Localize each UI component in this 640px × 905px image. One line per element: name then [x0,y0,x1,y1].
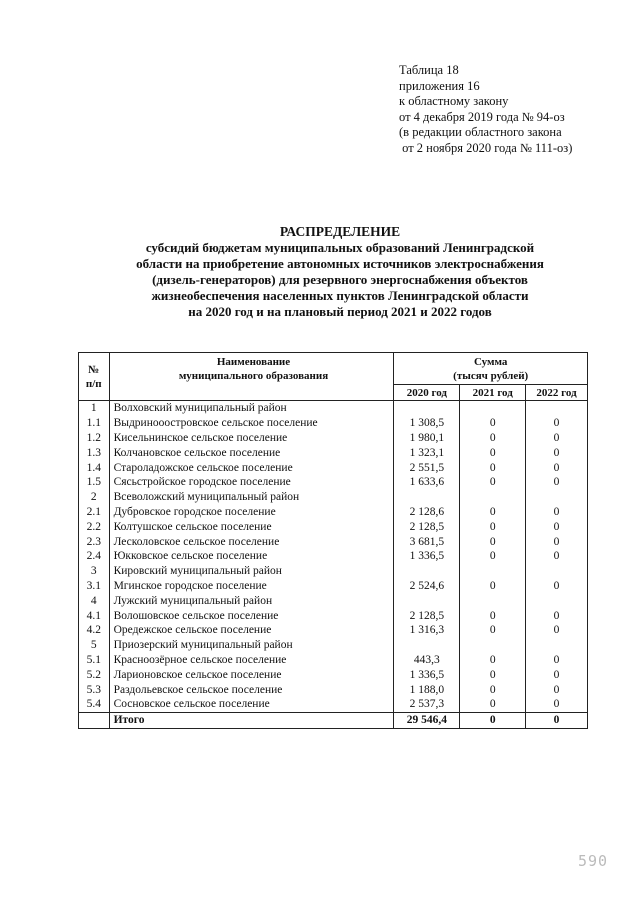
row-value-2020-cell: 1 336,5 [394,667,460,682]
total-number-cell [79,712,110,728]
row-value-2020-cell: 2 524,6 [394,579,460,594]
row-number-cell: 5.1 [79,653,110,668]
row-value-2020-cell [394,564,460,579]
row-number-cell: 4.1 [79,608,110,623]
table-row [79,401,588,416]
table-row [79,608,588,623]
table-row [79,534,588,549]
row-value-2020-cell: 2 128,5 [394,608,460,623]
row-name-cell: Волошовское сельское поселение [109,608,394,623]
row-value-2020-cell: 3 681,5 [394,534,460,549]
row-value-2021-cell [460,593,526,608]
row-number-cell: 2 [79,490,110,505]
table-header [79,353,588,401]
column-header-year-2022: 2022 год [526,385,588,401]
table-row [79,490,588,505]
row-value-2021-cell [460,564,526,579]
header-note-line: приложения 16 [399,78,480,93]
row-number-cell: 1.3 [79,445,110,460]
row-value-2022-cell: 0 [553,550,560,563]
row-value-2022-cell: 0 [553,668,560,681]
table-row [79,593,588,608]
column-header-name-line: муниципального образования [178,370,329,382]
row-value-2021-cell [460,401,526,416]
row-number-cell: 2.1 [79,505,110,520]
row-value-2022-cell: 0 [553,476,560,489]
row-number-cell: 2.2 [79,519,110,534]
row-value-2020-cell: 1 308,5 [394,416,460,431]
row-name-cell: Оредежское сельское поселение [109,623,394,638]
header-note-line: (в редакции областного закона [399,125,562,140]
table-row [79,564,588,579]
header-note-line: от 4 декабря 2019 года № 94-оз [399,109,565,124]
row-value-2021-cell: 0 [460,608,526,623]
column-header-number-line: № [88,363,100,376]
row-name-cell: Сясьстройское городское поселение [109,475,394,490]
row-name-cell: Приозерский муниципальный район [109,638,394,653]
row-value-2020-cell [394,638,460,653]
column-header-year-2020: 2020 год [394,385,460,401]
row-value-2020-cell: 1 336,5 [394,549,460,564]
row-value-2022-cell: 0 [553,683,560,696]
row-number-cell: 1.2 [79,431,110,446]
row-name-cell: Кировский муниципальный район [109,564,394,579]
row-name-cell: Колчановское сельское поселение [109,445,394,460]
row-name-cell: Волховский муниципальный район [109,401,394,416]
row-value-2021-cell: 0 [460,623,526,638]
row-number-cell: 1.5 [79,475,110,490]
row-number-cell: 1.1 [79,416,110,431]
row-value-2020-cell: 1 633,6 [394,475,460,490]
title-line: субсидий бюджетам муниципальных образований Ленинградской [145,240,535,255]
row-value-2020-cell: 2 537,3 [394,697,460,712]
table-row [79,623,588,638]
row-value-2020-cell [394,593,460,608]
row-number-cell: 2.4 [79,549,110,564]
row-value-2022-cell: 0 [553,520,560,533]
row-value-2021-cell: 0 [460,460,526,475]
row-value-2021-cell: 0 [460,579,526,594]
table-row [79,682,588,697]
row-name-cell: Выдринооостровское сельское поселение [109,416,394,431]
title-line: области на приобретение автономных источников электроснабжения [136,256,544,271]
row-number-cell: 5.3 [79,682,110,697]
row-value-2022-cell: 0 [553,609,560,622]
column-header-sum-line: Сумма [473,356,508,368]
row-value-2021-cell: 0 [460,416,526,431]
row-value-2022-cell: 0 [553,535,560,548]
row-number-cell: 5.4 [79,697,110,712]
row-value-2021-cell: 0 [460,682,526,697]
total-value-2020-cell: 29 546,4 [394,712,460,728]
row-value-2020-cell: 2 128,5 [394,519,460,534]
table-row [79,445,588,460]
column-header-year-2021: 2021 год [460,385,526,401]
column-header-number [79,353,110,401]
row-value-2021-cell: 0 [460,653,526,668]
row-value-2021-cell: 0 [460,667,526,682]
row-value-2021-cell: 0 [460,534,526,549]
table-row [79,505,588,520]
row-value-2021-cell [460,638,526,653]
row-number-cell: 2.3 [79,534,110,549]
row-value-2022-cell [526,564,588,579]
row-number-cell: 4.2 [79,623,110,638]
table-row [79,519,588,534]
row-name-cell: Ларионовское сельское поселение [109,667,394,682]
row-name-cell: Раздольевское сельское поселение [109,682,394,697]
title-line: на 2020 год и на плановый период 2021 и 2022 годов [188,304,492,319]
row-name-cell: Кисельнинское сельское поселение [109,431,394,446]
table-total-row [79,712,588,728]
row-value-2022-cell: 0 [553,431,560,444]
row-value-2020-cell: 1 323,1 [394,445,460,460]
row-value-2020-cell: 1 980,1 [394,431,460,446]
row-value-2021-cell: 0 [460,445,526,460]
row-name-cell: Сосновское сельское поселение [109,697,394,712]
table-body [79,401,588,729]
table-row [79,549,588,564]
row-number-cell: 5.2 [79,667,110,682]
page-number: 590 [578,852,609,870]
row-value-2022-cell: 0 [553,579,560,592]
total-value-2021-cell: 0 [460,712,526,728]
row-value-2021-cell: 0 [460,475,526,490]
title-line: жизнеобеспечения населенных пунктов Ленинградской области [151,288,529,303]
row-number-cell: 1 [79,401,110,416]
row-value-2022-cell: 0 [553,417,560,430]
title-line: (дизель-генераторов) для резервного энергоснабжения объектов [152,272,528,287]
row-value-2020-cell: 1 316,3 [394,623,460,638]
row-value-2020-cell: 2 128,6 [394,505,460,520]
row-value-2022-cell [526,593,588,608]
row-name-cell: Колтушское сельское поселение [109,519,394,534]
row-value-2020-cell: 2 551,5 [394,460,460,475]
row-value-2021-cell: 0 [460,549,526,564]
row-value-2022-cell [526,638,588,653]
row-name-cell: Красноозёрное сельское поселение [109,653,394,668]
row-value-2022-cell [526,490,588,505]
row-value-2021-cell: 0 [460,431,526,446]
document-header-note [399,63,572,157]
header-note-line: Таблица 18 [399,63,459,77]
header-note-line: от 2 ноября 2020 года № 111-оз) [399,140,573,155]
total-value-2022-cell: 0 [526,712,588,728]
row-name-cell: Староладожское сельское поселение [109,460,394,475]
header-note-line: к областному закону [399,94,509,109]
table-row [79,579,588,594]
row-value-2022-cell: 0 [553,698,560,711]
row-name-cell: Лесколовское сельское поселение [109,534,394,549]
table-row [79,431,588,446]
row-name-cell: Юкковское сельское поселение [109,549,394,564]
total-label-cell: Итого [109,712,394,728]
row-name-cell: Мгинское городское поселение [109,579,394,594]
table-row [79,653,588,668]
row-number-cell: 1.4 [79,460,110,475]
column-header-name-line: Наименование [216,356,291,368]
table-row [79,475,588,490]
row-value-2022-cell: 0 [553,653,560,666]
row-value-2021-cell: 0 [460,519,526,534]
table-row [79,667,588,682]
row-number-cell: 3.1 [79,579,110,594]
row-name-cell: Дубровское городское поселение [109,505,394,520]
column-header-sum [394,353,588,385]
table-row [79,638,588,653]
column-header-name [109,353,394,401]
row-value-2020-cell [394,401,460,416]
row-value-2022-cell: 0 [553,461,560,474]
row-value-2020-cell [394,490,460,505]
row-value-2020-cell: 443,3 [394,653,460,668]
table-row [79,460,588,475]
document-title [60,224,620,320]
row-name-cell: Всеволожский муниципальный район [109,490,394,505]
column-header-sum-line: (тысяч рублей) [453,370,529,382]
distribution-table [78,352,588,729]
row-value-2020-cell: 1 188,0 [394,682,460,697]
row-value-2022-cell: 0 [553,446,560,459]
table-row [79,697,588,712]
row-value-2022-cell: 0 [553,624,560,637]
row-value-2021-cell [460,490,526,505]
row-value-2022-cell: 0 [553,505,560,518]
column-header-number-line: п/п [85,377,102,390]
row-number-cell: 3 [79,564,110,579]
table-row [79,416,588,431]
row-value-2021-cell: 0 [460,505,526,520]
row-number-cell: 4 [79,593,110,608]
row-name-cell: Лужский муниципальный район [109,593,394,608]
row-value-2022-cell [526,401,588,416]
row-number-cell: 5 [79,638,110,653]
row-value-2021-cell: 0 [460,697,526,712]
title-main: РАСПРЕДЕЛЕНИЕ [279,224,401,239]
